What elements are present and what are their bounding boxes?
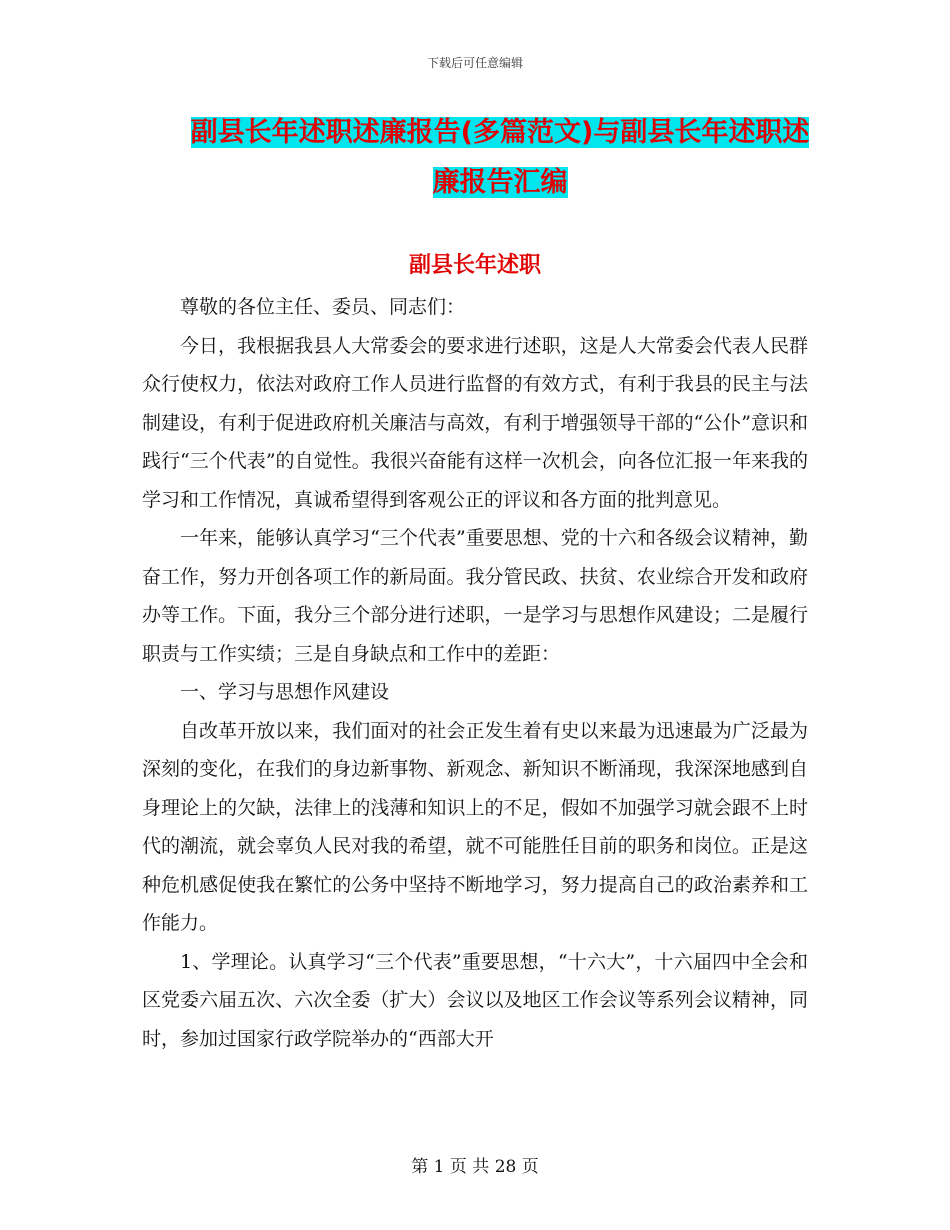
section-title: 副县长年述职 (408, 253, 541, 278)
subheading: 一、学习与思想作风建设 (180, 681, 390, 703)
paragraph: 一年来，能够认真学习“三个代表”重要思想、党的十六和各级会议精神，勤奋工作，努力开创各项工作的新局面。我分管民政、扶贫、农业综合开发和政府办等工作。下面，我分三个部分进行述职，一是学习与思想作风建设；二是履行职责与工作实绩；三是自身缺点和工作中的差距： (142, 527, 808, 665)
paragraph: 1、学理论。认真学习“三个代表”重要思想，“十六大”，十六届四中全会和区党委六届五次、六次全委（扩大）会议以及地区工作会议等系列会议精神，同时，参加过国家行政学院举办的“西部大开 (142, 950, 808, 1050)
document-title (180, 108, 820, 208)
paragraph: 自改革开放以来，我们面对的社会正发生着有史以来最为迅速最为广泛最为深刻的变化，在我们的身边新事物、新观念、新知识不断涌现，我深深地感到自身理论上的欠缺，法律上的浅薄和知识上的不足，假如不加强学习就会跟不上时代的潮流，就会辜负人民对我的希望，就不可能胜任目前的职务和岗位。正是这种危机感促使我在繁忙的公务中坚持不断地学习，努力提高自己的政治素养和工作能力。 (142, 719, 808, 934)
header-note: 下载后可任意编辑 (426, 56, 523, 70)
document-title-text: 副县长年述职述廉报告(多篇范文)与副县长年述职述廉报告汇编 (190, 117, 810, 198)
document-body (142, 288, 808, 1058)
paragraph-salutation: 尊敬的各位主任、委员、同志们： (180, 296, 466, 318)
page-number: 第 1 页 共 28 页 (411, 1157, 539, 1177)
paragraph: 今日，我根据我县人大常委会的要求进行述职，这是人大常委会代表人民群众行使权力，依法对政府工作人员进行监督的有效方式，有利于我县的民主与法制建设，有利于促进政府机关廉洁与高效，有利于增强领导干部的“公仆”意识和践行“三个代表”的自觉性。我很兴奋能有这样一次机会，向各位汇报一年来我的学习和工作情况，真诚希望得到客观公正的评议和各方面的批判意见。 (142, 334, 808, 511)
